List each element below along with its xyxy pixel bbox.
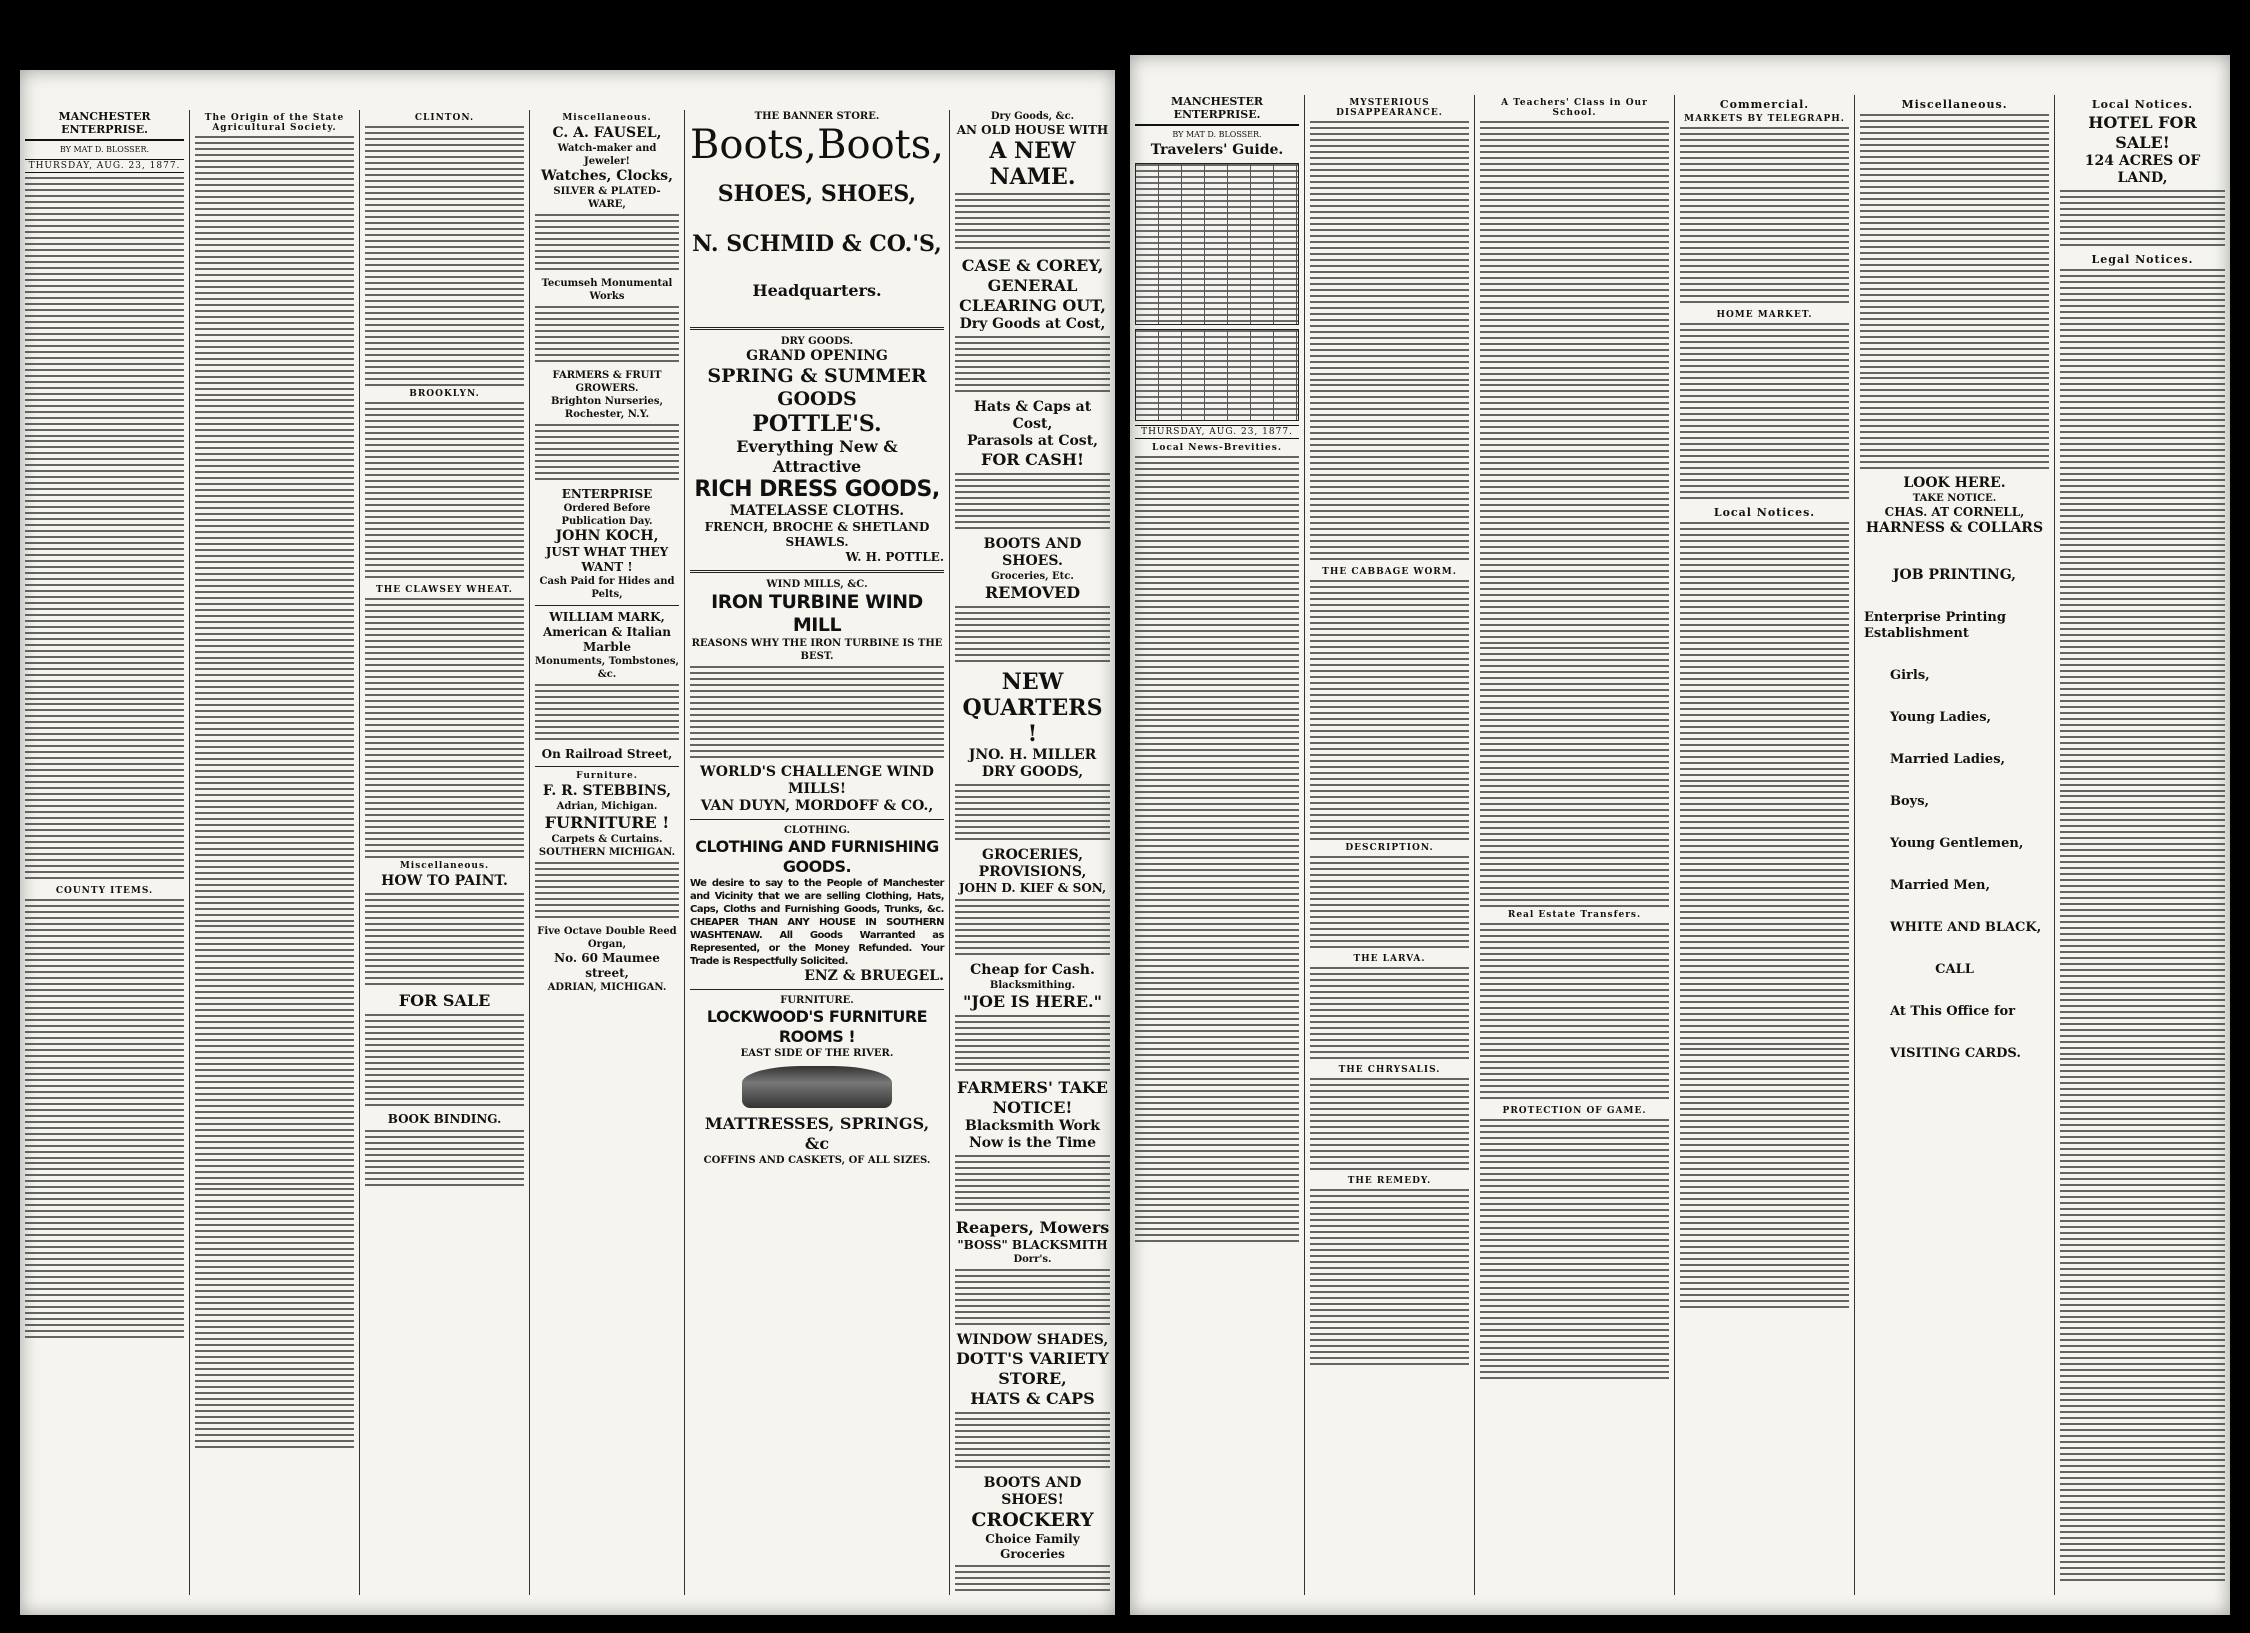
misc-text [1860, 377, 2049, 472]
ad-line: PROVISIONS, [978, 864, 1087, 880]
legal-text [2060, 1058, 2225, 1318]
ad-line: Choice Family Groceries [985, 1532, 1080, 1561]
right-col-6 [2055, 95, 2230, 1595]
masthead: MANCHESTER ENTERPRISE. [1135, 95, 1299, 126]
hotel-for-sale: HOTEL FOR SALE! [2088, 113, 2197, 152]
ad-text [955, 1015, 1110, 1075]
article-text [365, 598, 524, 858]
article-text [1310, 1189, 1469, 1369]
right-col-2 [1305, 95, 1475, 1595]
ad-line: Blacksmith Work [965, 1118, 1100, 1134]
ad-line: Dry Goods, &c. [990, 111, 1075, 122]
watches-sub: SILVER & PLATED-WARE, [553, 186, 661, 210]
enterprise-sub: Ordered Before Publication Day. [561, 503, 653, 527]
article-text [195, 925, 354, 1185]
ad-text [955, 1269, 1110, 1329]
reasons: REASONS WHY THE IRON TURBINE IS THE BEST. [691, 638, 943, 662]
shoes-heading: SHOES, SHOES, [717, 181, 917, 207]
maumee-line: No. 60 Maumee street, [554, 951, 660, 980]
market-text [1680, 127, 1849, 307]
article-title: A Teachers' Class in Our School. [1501, 98, 1648, 118]
stebbins-ad: F. R. STEBBINS, [542, 783, 672, 799]
ad-text [955, 1565, 1110, 1595]
maumee-sub: ADRIAN, MICHIGAN. [547, 982, 667, 993]
ad-line: Girls, [1890, 668, 1930, 683]
ad-text [955, 784, 1110, 844]
county-items-text [25, 1162, 184, 1342]
clothing-furnishing: CLOTHING AND FURNISHING GOODS. [695, 837, 939, 876]
notices-text [1680, 522, 1849, 782]
notices-text [1680, 1048, 1849, 1308]
byline: BY MAT D. BLOSSER. [59, 145, 150, 154]
ad-title: HOW TO PAINT. [381, 873, 508, 889]
ad-line: Married Ladies, [1890, 752, 2006, 767]
matelasse: MATELASSE CLOTHS. [729, 503, 905, 519]
section-heading: Local News-Brevities. [1152, 443, 1282, 453]
divider [690, 570, 944, 573]
railroad-line: On Railroad Street, [541, 747, 673, 761]
ad-title: BOOK BINDING. [387, 1112, 502, 1126]
notice-text [2060, 190, 2225, 250]
market-text [1680, 323, 1849, 503]
ad-text [955, 336, 1110, 396]
ad-line: GROCERIES, [982, 847, 1083, 863]
ad-line: Now is the Time [968, 1135, 1097, 1151]
dry-goods-label: DRY GOODS. [780, 336, 854, 347]
ad-text [535, 424, 679, 484]
article-text [1480, 647, 1669, 907]
farmers-sub: Brighton Nurseries, Rochester, N.Y. [550, 396, 664, 420]
right-col-4 [1675, 95, 1855, 1595]
ad-line: Young Ladies, [1890, 710, 1992, 725]
ad-text [365, 1130, 524, 1190]
take-notice: TAKE NOTICE. [1912, 493, 1997, 504]
right-col-5 [1855, 95, 2055, 1595]
ad-text [535, 862, 679, 922]
article-text [1310, 1078, 1469, 1173]
ad-line: HATS & CAPS [970, 1389, 1095, 1408]
ad-line: Hats & Caps at Cost, [973, 399, 1092, 432]
ad-title: FOR SALE [398, 991, 491, 1010]
section-heading: Commercial. [1719, 98, 1810, 111]
spring-summer: SPRING & SUMMER GOODS [707, 365, 927, 410]
ad-line: "BOSS" BLACKSMITH [957, 1238, 1108, 1252]
southern-line: SOUTHERN MICHIGAN. [538, 847, 676, 858]
iron-turbine: IRON TURBINE WIND MILL [711, 591, 923, 636]
ad-line: VISITING CARDS. [1890, 1046, 2021, 1061]
mark-sub: American & Italian Marble [542, 625, 672, 654]
issue-date: THURSDAY, AUG. 23, 1877. [1135, 425, 1299, 439]
hides-ad: Cash Paid for Hides and Pelts, [539, 576, 675, 600]
section-heading: Legal Notices. [2091, 253, 2194, 266]
ad-line: Married Men, [1890, 878, 1990, 893]
mattresses: MATTRESSES, SPRINGS, &c [704, 1114, 930, 1153]
lockwood: LOCKWOOD'S FURNITURE ROOMS ! [706, 1007, 928, 1046]
ad-line: Boys, [1890, 794, 1930, 809]
article-text [1480, 923, 1669, 1103]
ad-text [955, 1155, 1110, 1215]
reasons-list [690, 666, 944, 761]
ad-text [365, 1014, 524, 1109]
right-col-1 [1130, 95, 1305, 1595]
ad-line: At This Office for [1890, 1004, 2016, 1019]
article-text [365, 402, 524, 582]
article-text [1310, 384, 1469, 564]
railroad-timetable [1135, 163, 1299, 325]
ad-line: AN OLD HOUSE WITH [956, 123, 1109, 137]
article-title: MYSTERIOUS DISAPPEARANCE. [1336, 98, 1443, 118]
ad-line: Reapers, Mowers [955, 1218, 1110, 1237]
left-col-1 [20, 110, 190, 1595]
legal-text [2060, 269, 2225, 529]
look-here: LOOK HERE. [1903, 475, 2006, 491]
ad-line: FOR CASH! [980, 450, 1084, 469]
ad-line: CALL [1935, 962, 1974, 977]
section-heading: Real Estate Transfers. [1507, 910, 1642, 920]
enterprise-ad: ENTERPRISE [561, 487, 653, 501]
ad-line: DOTT'S VARIETY STORE, [956, 1349, 1109, 1388]
section-heading: Miscellaneous. [1901, 98, 2008, 111]
organ-line: Five Octave Double Reed Organ, [537, 926, 677, 950]
left-col-3 [360, 110, 530, 1595]
section-heading: Miscellaneous. [399, 861, 490, 871]
subheading: MARKETS BY TELEGRAPH. [1684, 114, 1845, 124]
watches-ad: Watches, Clocks, [540, 168, 674, 184]
right-newspaper-page [1130, 55, 2230, 1615]
ad-text [535, 214, 679, 274]
monuments-line: Monuments, Tombstones, &c. [535, 656, 679, 680]
ad-text [955, 899, 1110, 959]
ad-text [955, 1412, 1110, 1472]
divider [535, 605, 679, 606]
ad-line: FARMERS' TAKE NOTICE! [957, 1078, 1108, 1117]
section-heading: BROOKLYN. [409, 389, 480, 399]
section-heading: PROTECTION OF GAME. [1502, 1106, 1647, 1116]
byline: BY MAT D. BLOSSER. [1172, 130, 1262, 139]
shawls: FRENCH, BROCHE & SHETLAND SHAWLS. [704, 520, 930, 549]
ad-line: DRY GOODS, [981, 764, 1084, 780]
enz-body: We desire to say to the People of Manchester and Vicinity that we are selling Clothing, Hats, Caps, Cloths and Furnishing Goods, Trunks, &c. CHEAPER THAN ANY HOUSE IN SOUTHERN WASHTENAW. All Goods Warranted as Represented, or the Money Refunded. Your Trade is Respectfully Solicited. [690, 878, 944, 967]
monument-ad: Tecumseh Monumental Works [541, 278, 673, 302]
ad-text [535, 306, 679, 366]
article-title: The Origin of the State Agricultural Society. [204, 113, 345, 133]
ad-line: GENERAL CLEARING OUT, [959, 276, 1106, 315]
ad-line: A NEW NAME. [989, 138, 1076, 190]
rich-dress-goods: RICH DRESS GOODS, [694, 477, 940, 502]
left-col-6 [950, 110, 1115, 1595]
cornell: CHAS. AT CORNELL, [1884, 505, 2025, 519]
divider [690, 327, 944, 330]
legal-text [2060, 795, 2225, 1055]
notices-text [1680, 785, 1849, 1045]
divider [690, 989, 944, 990]
coffins: COFFINS AND CASKETS, OF ALL SIZES. [703, 1155, 931, 1166]
boots-heading: Boots, [817, 122, 944, 168]
left-col-5 [685, 110, 950, 1595]
divider [690, 819, 944, 820]
fausel-ad: C. A. FAUSEL, [552, 125, 662, 141]
county-items-text [25, 899, 184, 1159]
legal-text [2060, 1321, 2225, 1581]
section-heading: THE CABBAGE WORM. [1322, 567, 1457, 577]
banner-store: THE BANNER STORE. [754, 111, 880, 122]
van-duyn: VAN DUYN, MORDOFF & CO., [700, 798, 934, 814]
clothing-label: CLOTHING. [783, 825, 851, 836]
wind-mills-label: WIND MILLS, &C. [766, 579, 868, 590]
ad-line: Dorr's. [1013, 1254, 1052, 1265]
masthead: MANCHESTER ENTERPRISE. [25, 110, 184, 141]
left-col-2 [190, 110, 360, 1595]
fausel-sub: Watch-maker and Jeweler! [557, 143, 657, 167]
section-heading: Miscellaneous. [562, 113, 652, 123]
section-heading: THE LARVA. [1353, 954, 1426, 964]
mark-ad: WILLIAM MARK, [549, 610, 665, 624]
ad-stack [955, 110, 1110, 1595]
left-col-4 [530, 110, 685, 1595]
editorial-text [25, 703, 184, 883]
harness: HARNESS & COLLARS [1865, 520, 2044, 536]
ad-line: BOOTS AND SHOES. [983, 536, 1082, 569]
issue-date: THURSDAY, AUG. 23, 1877. [25, 159, 184, 173]
article-text [195, 662, 354, 922]
article-text [1310, 121, 1469, 381]
ad-line: WHITE AND BLACK, [1890, 920, 2042, 935]
ad-line: Young Gentlemen, [1890, 836, 2024, 851]
travelers-guide: Travelers' Guide. [1150, 142, 1284, 158]
furniture-label: FURNITURE. [780, 995, 854, 1006]
section-heading: THE REMEDY. [1347, 1176, 1432, 1186]
ad-text [955, 606, 1110, 666]
ad-line: Parasols at Cost, [966, 433, 1099, 449]
ad-line: NEW QUARTERS ! [962, 669, 1103, 747]
pottles: POTTLE'S. [752, 411, 882, 437]
article-text [1310, 580, 1469, 840]
ad-line: Blacksmithing. [989, 980, 1076, 991]
divider [535, 766, 679, 767]
section-heading: Furniture. [576, 771, 638, 781]
furniture-engraving [742, 1066, 892, 1108]
article-text [195, 399, 354, 659]
headquarters: Headquarters. [752, 281, 882, 300]
ad-line: REMOVED [984, 583, 1081, 602]
editorial-text [25, 440, 184, 700]
railroad-timetable [1135, 329, 1299, 421]
ad-text [535, 684, 679, 744]
farmers-ad: FARMERS & FRUIT GROWERS. [552, 370, 662, 394]
acres: 124 ACRES OF LAND, [2084, 153, 2201, 186]
ad-line: Cheap for Cash. [970, 962, 1095, 978]
grand-opening: GRAND OPENING [746, 348, 888, 364]
section-heading: Local Notices. [2091, 98, 2194, 111]
koch-sub: JUST WHAT THEY WANT ! [545, 545, 669, 574]
subheading: HOME MARKET. [1716, 310, 1813, 320]
worlds-challenge: WORLD'S CHALLENGE WIND MILLS! [700, 764, 934, 797]
ad-text [955, 473, 1110, 533]
section-heading: THE CLAWSEY WHEAT. [376, 585, 513, 595]
section-heading: THE CHRYSALIS. [1338, 1065, 1441, 1075]
ad-line: BOOTS AND SHOES! [983, 1475, 1082, 1508]
koch-ad: JOHN KOCH, [555, 528, 659, 544]
ad-line: WINDOW SHADES, [956, 1332, 1109, 1348]
legal-text [2060, 532, 2225, 792]
article-text [365, 126, 524, 386]
ad-text [955, 193, 1110, 253]
editorial-text [25, 177, 184, 437]
enz-bruegel: ENZ & BRUEGEL. [804, 968, 944, 984]
article-text [195, 136, 354, 396]
ad-line: CROCKERY [971, 1509, 1094, 1531]
article-text [1480, 384, 1669, 644]
article-text [195, 1188, 354, 1448]
ad-line: Dry Goods at Cost, [959, 316, 1106, 332]
ad-line: CASE & COREY, [961, 256, 1104, 275]
left-newspaper-page [20, 70, 1115, 1615]
furniture-sub: Carpets & Curtains. [551, 834, 663, 845]
stebbins-sub: Adrian, Michigan. [556, 801, 658, 812]
section-heading: DESCRIPTION. [1345, 843, 1434, 853]
job-printing: JOB PRINTING, [1892, 567, 2017, 583]
printing-establishment: Enterprise Printing Establishment [1864, 610, 2006, 641]
ad-line: "JOE IS HERE." [963, 992, 1102, 1011]
boots-row [690, 123, 944, 167]
article-text [1480, 121, 1669, 381]
east-side: EAST SIDE OF THE RIVER. [740, 1048, 894, 1059]
section-heading: COUNTY ITEMS. [55, 886, 154, 896]
section-heading: CLINTON. [414, 113, 475, 123]
article-text [1310, 967, 1469, 1062]
ad-line: Groceries, Etc. [991, 571, 1074, 582]
schmid-heading: N. SCHMID & CO.'S, [692, 231, 942, 257]
boots-heading: Boots, [690, 122, 817, 168]
local-news-text [1135, 719, 1299, 979]
everything-new: Everything New & Attractive [736, 437, 898, 476]
furniture-ad: FURNITURE ! [544, 813, 670, 832]
local-news-text [1135, 456, 1299, 716]
misc-text [1860, 114, 2049, 374]
right-col-3 [1475, 95, 1675, 1595]
pottle-signature: W. H. POTTLE. [845, 550, 944, 564]
ad-text [365, 893, 524, 988]
ad-line: JNO. H. MILLER [968, 747, 1097, 763]
article-text [1480, 1119, 1669, 1379]
local-news-text [1135, 982, 1299, 1242]
section-heading: Local Notices. [1713, 506, 1816, 519]
article-text [1310, 856, 1469, 951]
ad-line: JOHN D. KIEF & SON, [958, 881, 1107, 895]
